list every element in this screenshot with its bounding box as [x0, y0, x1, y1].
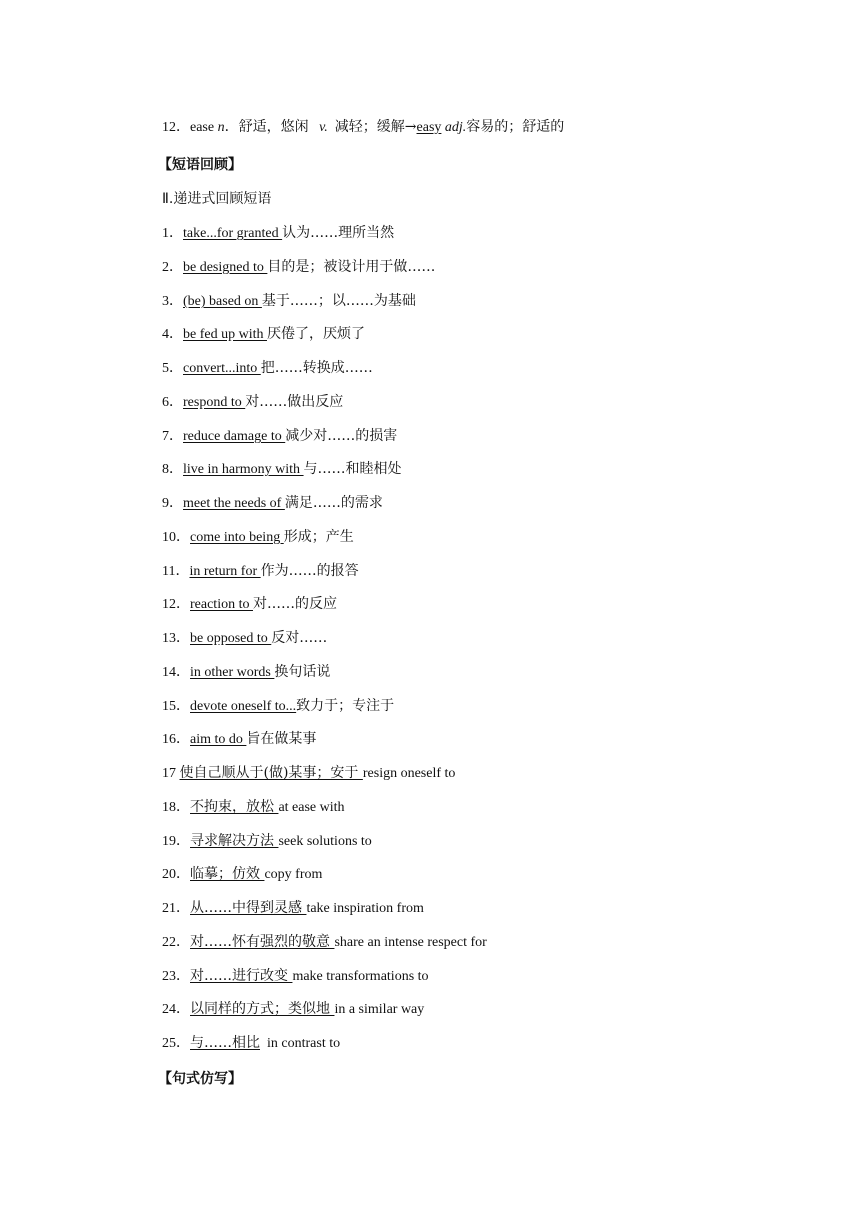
phrase-item	[162, 831, 372, 852]
phrase-meaning: 厌倦了，厌烦了	[266, 326, 365, 342]
phrase-meaning: 换句话说	[274, 664, 331, 680]
phrase-meaning: 旨在做某事	[246, 731, 317, 747]
item-number: 21．	[162, 901, 190, 916]
section-heading-phrase-review: 【短语回顾】	[158, 157, 242, 173]
item-number: 7．	[162, 429, 183, 444]
phrase-meaning: 目的是；被设计用于做……	[267, 259, 436, 275]
phrase-item	[162, 999, 424, 1020]
phrase-answer: (be) based on	[183, 294, 262, 309]
item-number: 11．	[162, 564, 190, 579]
phrase-meaning: 致力于；专注于	[296, 698, 395, 714]
phrase-item	[162, 459, 402, 480]
part-of-speech: v.	[319, 120, 328, 135]
phrase-item	[162, 324, 365, 345]
definition: 容易的；舒适的	[466, 119, 565, 135]
item-number: 25．	[162, 1036, 190, 1051]
item-number: 13．	[162, 631, 190, 646]
meaning-answer: 使自己顺从于(做)某事；安于	[179, 765, 363, 781]
derived-word: easy	[416, 120, 442, 135]
phrase-english: share an intense respect for	[334, 935, 487, 950]
item-number: 22．	[162, 935, 190, 950]
phrase-meaning: 作为……的报答	[260, 563, 359, 579]
phrase-item	[162, 392, 343, 413]
phrase-item	[162, 662, 330, 683]
meaning-answer: 不拘束，放松	[190, 799, 279, 815]
item-number: 20．	[162, 867, 190, 882]
item-number: 24．	[162, 1002, 190, 1017]
vocab-line	[162, 117, 564, 138]
phrase-item	[162, 493, 383, 514]
phrase-meaning: 把……转换成……	[260, 360, 373, 376]
item-number: 10．	[162, 530, 190, 545]
part-of-speech: adj.	[444, 120, 467, 135]
phrase-answer: respond to	[183, 395, 246, 410]
phrase-item	[162, 1033, 340, 1054]
item-number: 8．	[162, 462, 183, 477]
phrase-english: at ease with	[278, 800, 345, 815]
phrase-item	[162, 223, 394, 244]
meaning-answer: 对……进行改变	[190, 968, 293, 984]
phrase-answer: convert...into	[183, 361, 261, 376]
phrase-item	[162, 561, 359, 582]
item-number: 1．	[162, 226, 183, 241]
phrase-answer: come into being	[190, 530, 284, 545]
item-number: 12．	[162, 597, 190, 612]
phrase-item	[162, 527, 354, 548]
phrase-english: make transformations to	[292, 969, 429, 984]
phrase-item	[162, 898, 424, 919]
phrase-answer: be designed to	[183, 260, 268, 275]
phrase-meaning: 对……做出反应	[245, 394, 344, 410]
phrase-english: seek solutions to	[278, 834, 372, 849]
item-number: 4．	[162, 327, 183, 342]
phrase-item	[162, 594, 337, 615]
item-number: 5．	[162, 361, 183, 376]
phrase-answer: aim to do	[190, 732, 247, 747]
phrase-meaning: 满足……的需求	[284, 495, 383, 511]
phrase-answer: reaction to	[190, 597, 253, 612]
item-number: 12．	[162, 120, 190, 135]
phrase-meaning: 对……的反应	[252, 596, 337, 612]
phrase-answer: in return for	[189, 564, 261, 579]
phrase-english: in a similar way	[334, 1002, 425, 1017]
section-heading-sentence-imitation: 【句式仿写】	[158, 1071, 242, 1087]
phrase-meaning: 减少对……的损害	[285, 428, 398, 444]
meaning-answer: 寻求解决方法	[190, 833, 279, 849]
phrase-item	[162, 291, 416, 312]
definition: 减轻；缓解→	[334, 119, 417, 135]
phrase-answer: meet the needs of	[183, 496, 285, 511]
item-number: 18．	[162, 800, 190, 815]
phrase-answer: devote oneself to...	[190, 699, 297, 714]
item-number: 17	[162, 766, 180, 781]
item-number: 19．	[162, 834, 190, 849]
part-of-speech: n	[217, 120, 225, 135]
meaning-answer: 以同样的方式；类似地	[190, 1001, 335, 1017]
phrase-meaning: 形成；产生	[283, 529, 354, 545]
phrase-answer: take...for granted	[183, 226, 283, 241]
phrase-answer: be fed up with	[183, 327, 267, 342]
phrase-answer: in other words	[190, 665, 275, 680]
item-number: 16．	[162, 732, 190, 747]
meaning-answer: 对……怀有强烈的敬意	[190, 934, 335, 950]
meaning-answer: 临摹；仿效	[190, 866, 265, 882]
phrase-answer: be opposed to	[190, 631, 272, 646]
phrase-item	[162, 729, 316, 750]
meaning-answer: 从……中得到灵感	[190, 900, 307, 916]
definition: ．舒适，悠闲	[224, 119, 309, 135]
item-number: 3．	[162, 294, 183, 309]
item-number: 9．	[162, 496, 183, 511]
phrase-item	[162, 358, 373, 379]
phrase-english: in contrast to	[260, 1036, 341, 1051]
phrase-item	[162, 763, 455, 784]
headword: ease	[190, 120, 215, 135]
phrase-item	[162, 864, 322, 885]
phrase-item	[162, 257, 435, 278]
item-number: 6．	[162, 395, 183, 410]
phrase-meaning: 认为……理所当然	[282, 225, 395, 241]
phrase-meaning: 与……和睦相处	[303, 461, 402, 477]
phrase-item	[162, 696, 394, 717]
phrase-meaning: 基于……；以……为基础	[261, 293, 416, 309]
subsection-title: Ⅱ.递进式回顾短语	[162, 191, 272, 207]
meaning-answer: 与……相比	[190, 1035, 260, 1051]
item-number: 14．	[162, 665, 190, 680]
phrase-item	[162, 628, 327, 649]
phrase-item	[162, 797, 345, 818]
item-number: 2．	[162, 260, 183, 275]
phrase-item	[162, 966, 429, 987]
phrase-answer: live in harmony with	[183, 462, 304, 477]
phrase-item	[162, 932, 487, 953]
phrase-answer: reduce damage to	[183, 429, 286, 444]
phrase-meaning: 反对……	[271, 630, 328, 646]
phrase-english: copy from	[264, 867, 323, 882]
phrase-english: take inspiration from	[306, 901, 424, 916]
phrase-english: resign oneself to	[362, 766, 456, 781]
item-number: 23．	[162, 969, 190, 984]
item-number: 15．	[162, 699, 190, 714]
phrase-item	[162, 426, 397, 447]
